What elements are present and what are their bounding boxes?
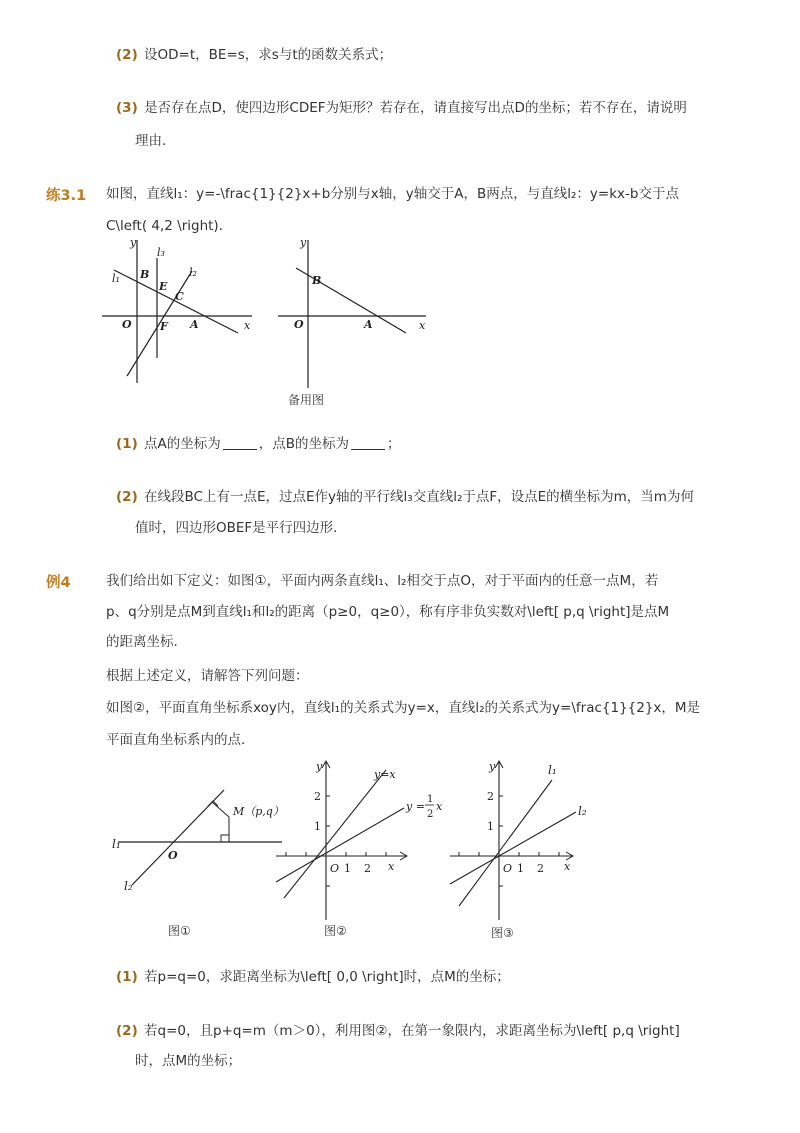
example-text-line-4: 根据上述定义，请解答下列问题： [106,668,309,684]
example-text-line-2: p、q分别是点M到直线l₁和l₂的距离（p≥0，q≥0），称有序非负实数对\left[ p,q \right]是点M [106,604,670,620]
exercise-part-1 [116,434,401,454]
figure-1-caption: 图① [168,924,191,938]
perpendicular-to-l2 [212,802,229,817]
question-3-line-2: 理由． [135,133,176,149]
x-tick-1: 1 [344,862,351,875]
point-B: B [312,274,322,287]
part-text-a: 点A的坐标为 [144,436,221,452]
question-text: 设OD=t，BE=s，求s与t的函数关系式； [144,47,393,63]
l1-label: l₁ [112,272,120,285]
part-number: (1) [116,436,138,452]
question-number: (3) [116,100,138,116]
origin-O: O [122,318,132,331]
part-number: (2) [116,1023,138,1039]
x-label: x [388,860,395,873]
answer-blank[interactable] [223,437,257,450]
exercise-text-line-2: C\left( 4,2 \right)． [106,218,233,234]
origin-O: O [330,862,340,875]
y-label: y [130,236,137,249]
x-label: x [244,319,251,332]
line-label-y-equals: y = [406,800,425,813]
part-text: 在线段BC上有一点E，过点E作y轴的平行线l₃交直线l₂于点F，设点E的横坐标为m，当m为何 [144,489,694,505]
part-number: (2) [116,489,138,505]
l1-label: l₁ [112,837,121,851]
point-E: E [159,280,168,293]
line-y-equals-x [284,770,386,898]
example-text-line-1: 我们给出如下定义：如图①，平面内两条直线l₁、l₂相交于点O，对于平面内的任意一点M，若 [106,573,659,589]
example-part-1 [116,967,510,987]
figure-3-caption: 图③ [491,926,514,940]
example-part-2-line-2: 时，点M的坐标； [135,1053,242,1069]
part-number: (1) [116,969,138,985]
exercise-part-2-line-2: 值时，四边形OBEF是平行四边形． [135,520,347,536]
point-A: A [190,318,199,331]
figure-2-coordinate [276,760,466,925]
line-l2 [450,812,576,884]
line-y-equals-half-x [276,808,404,882]
origin-O: O [503,862,513,875]
l2-label: l₂ [578,804,587,818]
l3-label: l₃ [157,246,165,259]
exercise-text-line-1: 如图，直线l₁：y=-\frac{1}{2}x+b分别与x轴，y轴交于A，B两点，与直线l₂：y=kx-b交于点 [106,186,679,202]
point-M-label: M（p,q） [233,805,284,818]
l2-label: l₂ [124,879,133,893]
answer-blank[interactable] [351,437,385,450]
backup-figure-caption: 备用图 [288,393,325,407]
point-C: C [175,290,184,303]
origin-O: O [168,849,178,862]
figure-backup-diagram [278,238,438,388]
question-2 [116,45,392,65]
question-number: (2) [116,47,138,63]
origin-O: O [294,318,304,331]
exercise-label: 练3.1 [46,188,87,204]
point-F: F [160,320,168,333]
x-tick-1: 1 [517,862,524,875]
figure-1-distance [112,790,302,910]
x-tick-2: 2 [537,862,544,875]
l2-label: l₂ [189,266,197,279]
x-label: x [564,860,571,873]
line-label-y-equals-x: y=x [374,768,396,781]
tick-label-1: 1 [487,820,494,833]
right-angle-mark [221,835,229,842]
example-label: 例4 [46,575,71,591]
figure-2-caption: 图② [324,924,347,938]
point-B: B [140,268,150,281]
y-label: y [489,760,496,773]
point-A: A [364,318,373,331]
part-text: 若q=0，且p+q=m（m＞0），利用图②，在第一象限内，求距离坐标为\left[ p,q \right] [144,1023,680,1039]
line-l1 [459,780,552,906]
y-label: y [300,236,307,249]
fraction-denominator: 2 [427,809,434,820]
part-text-c: ； [387,436,401,452]
line-label-x: x [436,800,443,813]
exercise-part-2-line-1 [116,487,694,507]
part-text: 若p=q=0，求距离坐标为\left[ 0,0 \right]时，点M的坐标； [144,969,510,985]
fraction-numerator: 1 [427,794,434,805]
x-label: x [419,319,426,332]
question-text: 是否存在点D，使四边形CDEF为矩形？若存在，请直接写出点D的坐标；若不存在，请说明 [144,100,687,116]
example-part-2-line-1 [116,1021,680,1041]
tick-label-2: 2 [314,790,321,803]
y-label: y [316,760,323,773]
figure-3-coordinate [444,760,614,925]
tick-label-2: 2 [487,790,494,803]
example-text-line-6: 平面直角坐标系内的点． [106,732,255,748]
figure-lines-diagram [102,238,262,388]
part-text-b: ，点B的坐标为 [258,436,350,452]
tick-label-1: 1 [314,820,321,833]
example-text-line-3: 的距离坐标． [106,634,187,650]
example-text-line-5: 如图②，平面直角坐标系xoy内，直线l₁的关系式为y=x，直线l₂的关系式为y=\frac{1}{2}x，M是 [106,700,701,716]
x-tick-2: 2 [364,862,371,875]
l1-label: l₁ [548,763,557,777]
question-3-line-1 [116,98,687,118]
